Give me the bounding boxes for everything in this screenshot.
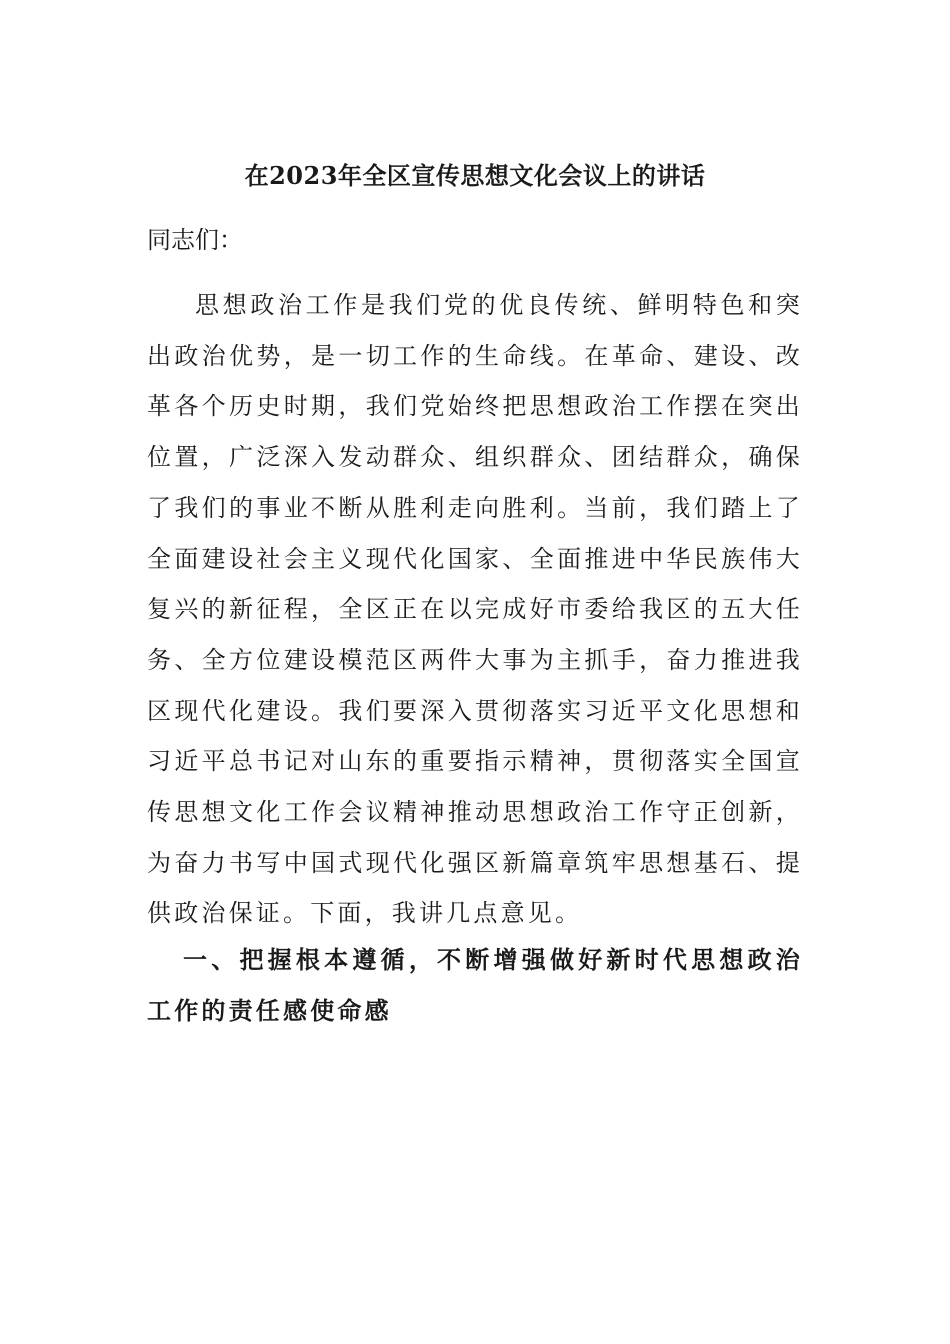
salutation: 同志们： (147, 226, 243, 254)
document-title: 在2023年全区宣传思想文化会议上的讲话 (244, 161, 706, 190)
body-paragraph: 思想政治工作是我们党的优良传统、鲜明特色和突出政治优势，是一切工作的生命线。在革命、建设、改革各个历史时期，我们党始终把思想政治工作摆在突出位置，广泛深入发动群众、组织群众、团结群众，确保了我们的事业不断从胜利走向胜利。当前，我们踏上了全面建设社会主义现代化国家、全面推进中华民族伟大复兴的新征程，全区正在以完成好市委给我区的五大任务、全方位建设模范区两件大事为主抓手，奋力推进我区现代化建设。我们要深入贯彻落实习近平文化思想和习近平总书记对山东的重要指示精神，贯彻落实全国宣传思想文化工作会议精神推动思想政治工作守正创新，为奋力书写中国式现代化强区新篇章筑牢思想基石、提供政治保证。下面，我讲几点意见。 (147, 291, 803, 928)
section-heading: 一、把握根本遵循，不断增强做好新时代思想政治工作的责任感使命感 (147, 945, 803, 1025)
